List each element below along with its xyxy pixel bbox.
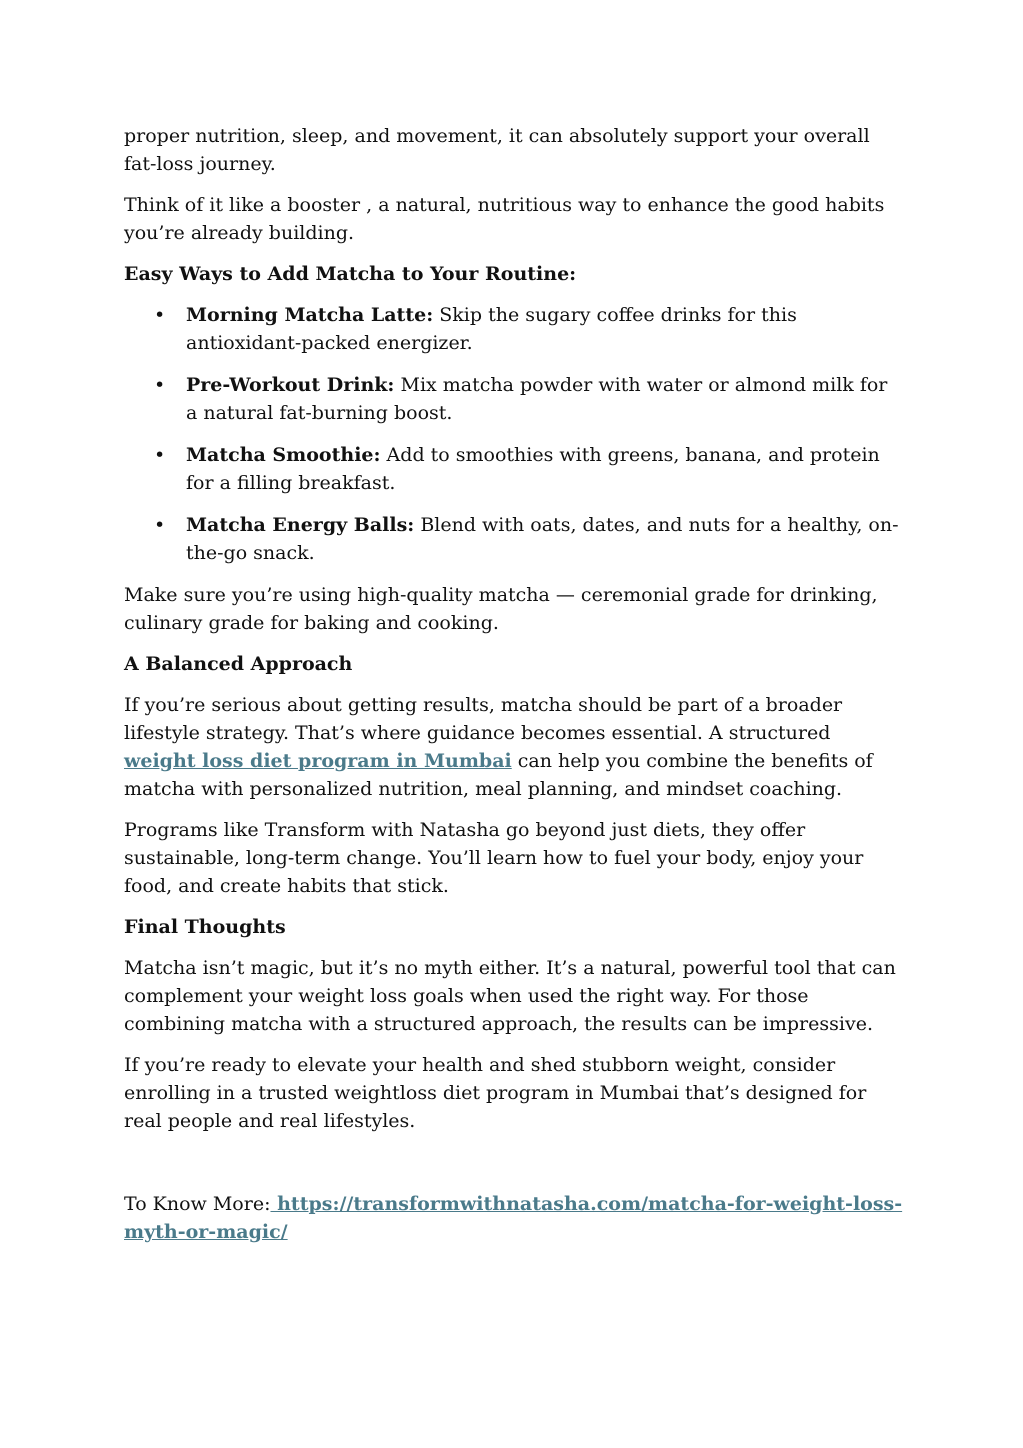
- routine-note: Make sure you’re using high-quality matcha — ceremonial grade for drinking, culinary grade for baking and cooking.: [124, 584, 878, 634]
- final-heading: Final Thoughts: [124, 916, 286, 938]
- balanced-heading: A Balanced Approach: [124, 653, 353, 675]
- final-paragraph-1: Matcha isn’t magic, but it’s no myth either. It’s a natural, powerful tool that can complement your weight loss goals when used the right way. For those combining matcha with a structured approach, the results can be impressive.: [124, 957, 896, 1035]
- bullet-icon: •: [154, 374, 166, 396]
- final-paragraph-2: If you’re ready to elevate your health and shed stubborn weight, consider enrolling in a trusted weightloss diet program in Mumbai that’s designed for real people and real lifestyles.: [124, 1054, 867, 1132]
- list-item-text: Skip the sugary coffee drinks for this antioxidant-packed energizer.: [186, 304, 797, 354]
- list-item: [124, 371, 904, 427]
- balanced-text-after: can help you combine the benefits of matcha with personalized nutrition, meal planning, and mindset coaching.: [124, 750, 873, 800]
- list-item: [124, 441, 904, 497]
- know-more-line: [124, 1190, 904, 1246]
- balanced-text-before: If you’re serious about getting results, matcha should be part of a broader lifestyle strategy. That’s where guidance becomes essential. A structured: [124, 694, 843, 744]
- list-item: [124, 301, 904, 357]
- balanced-paragraph-2: Programs like Transform with Natasha go beyond just diets, they offer sustainable, long-term change. You’ll learn how to fuel your body, enjoy your food, and create habits that stick.: [124, 819, 864, 897]
- diet-program-link[interactable]: weight loss diet program in Mumbai: [124, 750, 512, 772]
- bullet-icon: •: [154, 304, 166, 326]
- routine-list: [124, 301, 904, 567]
- list-item: [124, 511, 904, 567]
- bullet-icon: •: [154, 514, 166, 536]
- document-page: [124, 122, 904, 1259]
- routine-heading: Easy Ways to Add Matcha to Your Routine:: [124, 263, 577, 285]
- list-item-text: Add to smoothies with greens, banana, and protein for a filling breakfast.: [186, 444, 880, 494]
- list-item-text: Mix matcha powder with water or almond milk for a natural fat-burning boost.: [186, 374, 888, 424]
- list-item-text: Blend with oats, dates, and nuts for a healthy, on-the-go snack.: [186, 514, 899, 564]
- know-more-label: To Know More:: [124, 1193, 271, 1215]
- intro-paragraph-2: Think of it like a booster , a natural, nutritious way to enhance the good habits you’re already building.: [124, 194, 885, 244]
- list-item-term: Morning Matcha Latte:: [186, 304, 434, 326]
- list-item-term: Matcha Energy Balls:: [186, 514, 415, 536]
- intro-paragraph-1: proper nutrition, sleep, and movement, it can absolutely support your overall fat-loss journey.: [124, 125, 870, 175]
- spacer: [124, 1148, 904, 1190]
- list-item-term: Pre-Workout Drink:: [186, 374, 395, 396]
- balanced-paragraph-1: [124, 691, 904, 803]
- list-item-term: Matcha Smoothie:: [186, 444, 381, 466]
- bullet-icon: •: [154, 444, 166, 466]
- know-more-link[interactable]: https://transformwithnatasha.com/matcha-for-weight-loss-myth-or-magic/: [124, 1193, 903, 1243]
